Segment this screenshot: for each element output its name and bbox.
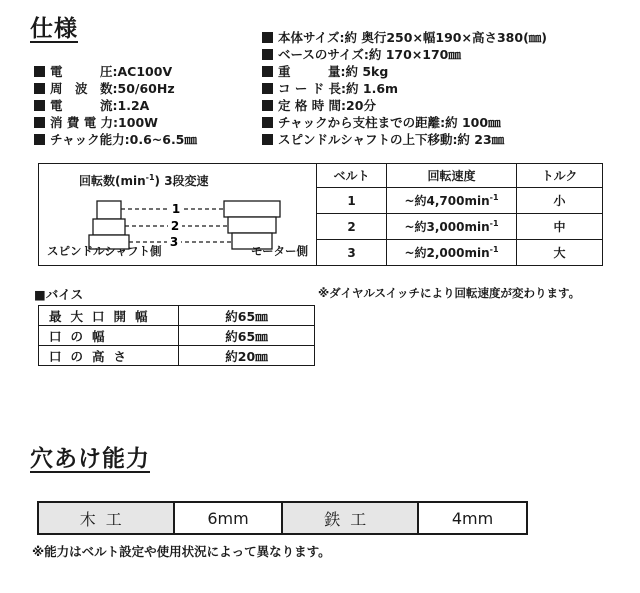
square-bullet-icon bbox=[262, 49, 273, 60]
square-bullet-icon bbox=[262, 83, 273, 94]
table-row: 1 ~約$4,700\min^{-1}$ 小 bbox=[39, 188, 603, 214]
spec-item: 本体サイズ:約 奥行250×幅190×高さ380(㎜) bbox=[262, 29, 637, 46]
spindle-pulley-step-2 bbox=[93, 219, 125, 235]
square-bullet-icon bbox=[262, 134, 273, 145]
square-bullet-icon bbox=[34, 83, 45, 94]
belt-level-1-label: 1 bbox=[171, 202, 181, 216]
spec-item: 電 流:1.2A bbox=[34, 97, 264, 114]
table-row: 口の高さ 約20㎜ bbox=[39, 346, 315, 366]
spindle-pulley-step-1 bbox=[97, 201, 121, 219]
spec-item: 重 量:約 5kg bbox=[262, 63, 637, 80]
motor-pulley-step-1 bbox=[224, 201, 280, 217]
table-row: 最大口開幅 約65㎜ bbox=[39, 306, 315, 326]
square-bullet-icon bbox=[262, 117, 273, 128]
square-bullet-icon bbox=[262, 100, 273, 111]
wood-label: 木工 bbox=[38, 502, 174, 534]
spec-title: 仕様 bbox=[30, 16, 78, 42]
header-belt: ベルト bbox=[317, 164, 387, 188]
square-bullet-icon bbox=[34, 117, 45, 128]
table-header-row bbox=[39, 164, 603, 188]
spindle-side-label: スピンドルシャフト側 bbox=[47, 244, 162, 258]
spec-item: チャック能力:0.6~6.5㎜ bbox=[34, 131, 264, 148]
vise-section-title: ■バイス bbox=[34, 287, 84, 302]
belt-speed-table bbox=[38, 163, 603, 266]
square-bullet-icon bbox=[34, 134, 45, 145]
header-torque: トルク bbox=[517, 164, 603, 188]
spec-item: コ ー ド 長:約 1.6m bbox=[262, 80, 637, 97]
diagram-title: 回転数$(\min^{-1})$ 3段変速 bbox=[79, 173, 209, 188]
spec-item: 周 波 数:50/60Hz bbox=[34, 80, 264, 97]
steel-label: 鉄工 bbox=[282, 502, 418, 534]
belt-level-3-label: 3 bbox=[169, 235, 179, 249]
rpm-note: ※ダイヤルスイッチにより回転速度が変わります。 bbox=[318, 286, 581, 300]
spec-item: ベースのサイズ:約 170×170㎜ bbox=[262, 46, 637, 63]
vise-table bbox=[38, 305, 315, 366]
square-bullet-icon bbox=[262, 32, 273, 43]
header-speed: 回転速度 bbox=[387, 164, 517, 188]
spec-list-right bbox=[262, 29, 637, 148]
table-row bbox=[38, 502, 527, 534]
pulley-diagram bbox=[39, 164, 317, 266]
square-bullet-icon bbox=[34, 100, 45, 111]
spec-item: 電 圧:AC100V bbox=[34, 63, 264, 80]
drilling-capacity-title: 穴あけ能力 bbox=[30, 446, 150, 472]
motor-side-label: モーター側 bbox=[250, 244, 308, 258]
table-row: 口の幅 約65㎜ bbox=[39, 326, 315, 346]
table-row: 2 ~約$3,000\min^{-1}$ 中 bbox=[39, 214, 603, 240]
motor-pulley-step-2 bbox=[228, 217, 276, 233]
spec-item: チャックから支柱までの距離:約 100㎜ bbox=[262, 114, 637, 131]
drilling-capacity-table bbox=[37, 501, 528, 535]
square-bullet-icon bbox=[34, 66, 45, 77]
steel-value: 4mm bbox=[418, 502, 527, 534]
spec-item: スピンドルシャフトの上下移動:約 23㎜ bbox=[262, 131, 637, 148]
square-bullet-icon bbox=[262, 66, 273, 77]
wood-value: 6mm bbox=[174, 502, 283, 534]
spec-item: 消 費 電 力:100W bbox=[34, 114, 264, 131]
capacity-note: ※能力はベルト設定や使用状況によって異なります。 bbox=[32, 544, 331, 559]
table-row: 3 ~約$2,000\min^{-1}$ 大 bbox=[39, 240, 603, 266]
spec-item: 定 格 時 間:20分 bbox=[262, 97, 637, 114]
belt-level-2-label: 2 bbox=[170, 219, 180, 233]
spec-list-left bbox=[34, 63, 264, 148]
